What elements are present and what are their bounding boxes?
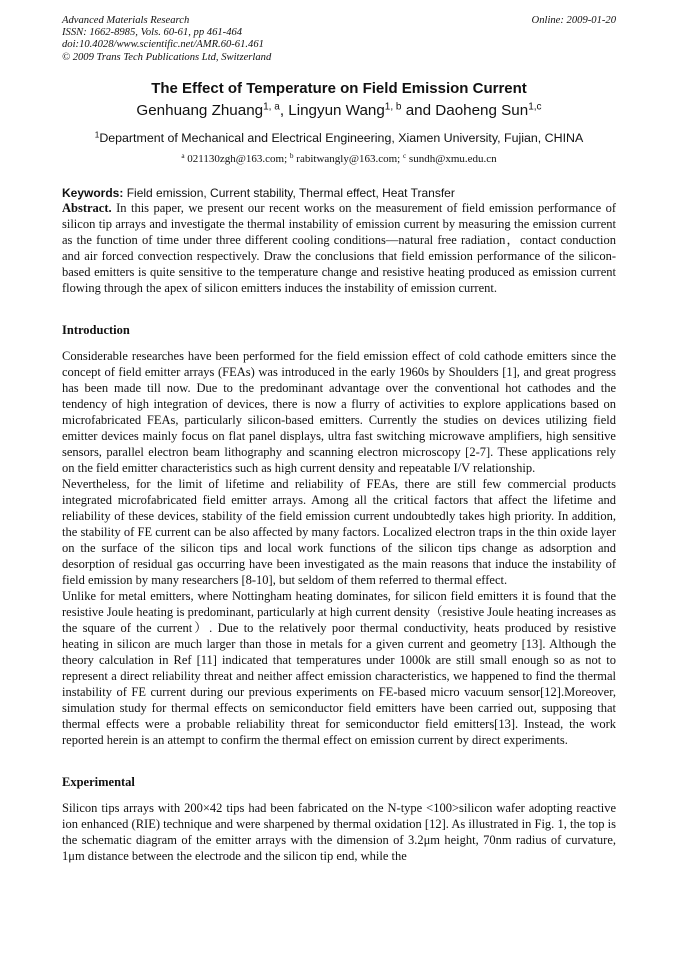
author-affil-sup: 1, a xyxy=(263,101,280,113)
affiliation-sup: 1 xyxy=(94,130,100,140)
keywords-label: Keywords: xyxy=(62,186,124,200)
author-name: Genhuang Zhuang xyxy=(136,102,264,119)
keywords-text: Field emission, Current stability, Thermal effect, Heat Transfer xyxy=(123,186,455,200)
email-sup: b xyxy=(289,152,294,161)
email-sup: c xyxy=(402,152,407,161)
author-separator: and xyxy=(401,102,436,119)
paper-body xyxy=(62,200,616,864)
author-separator: , xyxy=(279,102,289,119)
affiliation-text: Department of Mechanical and Electrical Engineering, Xiamen University, Fujian, CHINA xyxy=(99,131,584,145)
paper-title: The Effect of Temperature on Field Emission Current xyxy=(151,80,527,97)
body-paragraph: Considerable researches have been performed for the field emission effect of cold cathode emitters since the concept of field emitter arrays (FEAs) was introduced in the early 1960s by Shoulders [1], and great progress has been made till now. Due to the predominant advantage over the conventional hot cathodes and the tendency of high integration of devices, there is now a flurry of activities to explore applications based on microfabricated FEAs, particularly silicon-based emitters. Currently the studies on devices utilizing field emitter devices mainly focus on flat panel displays, ultra fast switching microwave amplifiers, high sensitive sensors, parallel electron beam lithography and scanning electron microscopy [2-7]. These applications rely on the field emitter characteristics such as high current density and repeatable I/V relationship. xyxy=(62,349,616,475)
journal-name: Advanced Materials Research xyxy=(62,15,190,26)
section-heading-introduction: Introduction xyxy=(62,323,130,337)
author-affil-sup: 1, b xyxy=(384,101,402,113)
email-address: sundh@xmu.edu.cn xyxy=(406,153,497,165)
abstract-label: Abstract. xyxy=(62,201,112,215)
body-paragraph: Silicon tips arrays with 200×42 tips had been fabricated on the N-type <100>silicon wafer adopting reactive ion enhanced (RIE) technique and were sharpened by thermal oxidation [12]. As illustrated in Fig. 1, the top is the schematic diagram of the emitter arrays with the dimension of 3.2μm height, 70nm radius of curvature, 1μm distance between the electrode and the silicon tip end, while the xyxy=(62,801,616,863)
email-address: rabitwangly@163.com; xyxy=(293,153,403,165)
keywords xyxy=(62,186,622,201)
issn-line: ISSN: 1662-8985, Vols. 60-61, pp 461-464 xyxy=(62,27,243,39)
online-date: Online: 2009-01-20 xyxy=(531,15,616,26)
abstract-text: In this paper, we present our recent works on the measurement of field emission performance of silicon tip arrays and investigate the thermal instability of emission current by measuring the emission current as the function of time under three different cooling conditions—natural free radiation，contact conduction and air forced convection respectively. Draw the conclusions that field emission performance of the silicon-based emitters is quite sensitive to the temperature change and resistive heating produced as emission current flowing through the apex of silicon emitters induces the instability of emission current. xyxy=(62,201,616,295)
author-name: Lingyun Wang xyxy=(288,102,385,119)
author-list xyxy=(62,102,616,120)
abstract-paragraph xyxy=(62,200,616,296)
doi-line: doi:10.4028/www.scientific.net/AMR.60-61.461 xyxy=(62,39,264,51)
body-paragraph: Unlike for metal emitters, where Nottingham heating dominates, for silicon field emitters it is found that the resistive Joule heating is predominant, particularly at high current density（resistive Joule heating increases as the square of the current）. Due to the relatively poor thermal conductivity, heats produced by resistive heating in silicon are much larger than those in metals for a given current and geometry [13]. Although the theory calculation in Ref [11] indicated that temperatures under 1000k are still small enough so as not to represent a direct reliability threat and neither affect emission characteristics, we happened to find the thermal instability of FE current during our previous experiments on FE-based micro vacuum sensor[12].Moreover, simulation study for thermal effects on semiconductor field emitters have been carried out, supposing that thermal effects were a probable reliability threat for semiconductor field emitters[13]. Instead, the work reported herein is an attempt to confirm the thermal effect on emission current by direct experiments. xyxy=(62,589,617,747)
body-paragraph: Nevertheless, for the limit of lifetime and reliability of FEAs, there are still few commercial products integrated microfabricated field emitter arrays. Among all the critical factors that affect the lifetime and reliability of these devices, stability of the field emission current undoubtedly takes high priority. In addition, the stability of FE current can be also affected by many factors. Localized electron traps in the thin oxide layer on the surface of the silicon tips and local work functions of the silicon tips change as adsorption and desorption of residual gas occurring have been investigated as the main reasons that induce the instability of field emission by many researchers [8-10], but seldom of them referred to thermal effect. xyxy=(62,477,616,587)
affiliation xyxy=(62,130,616,146)
section-heading-experimental: Experimental xyxy=(62,775,135,789)
author-affil-sup: 1,c xyxy=(528,101,542,113)
email-list xyxy=(62,152,616,166)
email-sup: a xyxy=(181,152,185,161)
journal-header xyxy=(62,15,616,64)
author-name: Daoheng Sun xyxy=(435,102,529,119)
email-address: 021130zgh@163.com; xyxy=(184,153,290,165)
copyright-line: © 2009 Trans Tech Publications Ltd, Switzerland xyxy=(62,51,272,63)
